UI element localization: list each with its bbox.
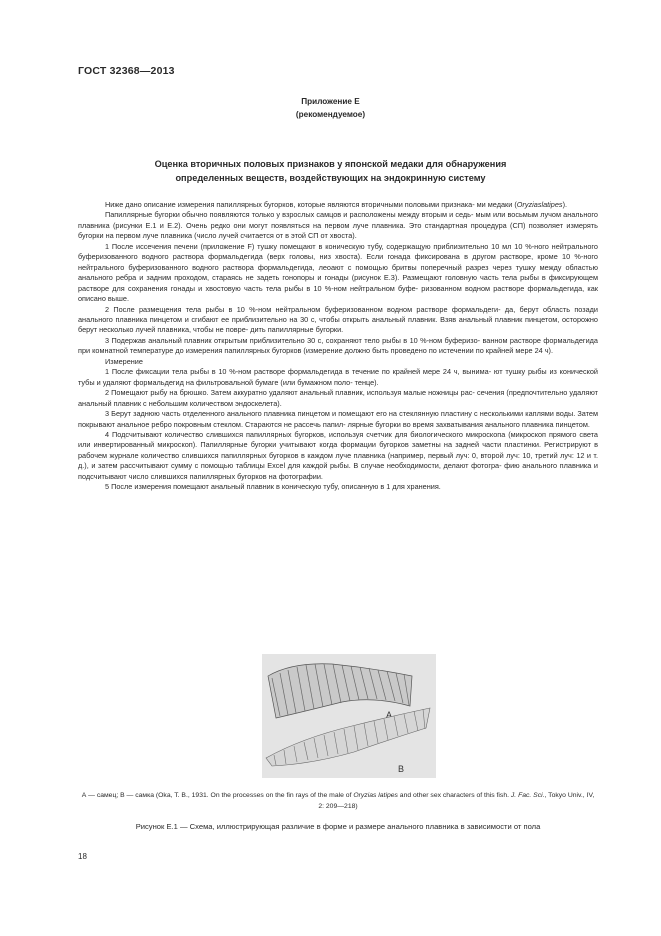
figure-caption: Рисунок Е.1 — Схема, иллюстрирующая различие в форме и размере анального плавника в зависимости от пола — [135, 822, 541, 831]
figure-source-note: А — самец; В — самка (Oka, T. B., 1931. On the processes on the fin rays of the male of Oryzias latipes and other sex characters of this fish. J. Fac. Sci., Tokyo Univ., IV, 2: 209—218) — [81, 792, 595, 810]
anal-fin-illustration — [262, 654, 436, 778]
body-text — [78, 200, 598, 493]
annex-name: Приложение Е — [301, 97, 360, 106]
species-name: Oryziaslatipes — [516, 200, 563, 209]
standard-header: ГОСТ 32368—2013 — [78, 65, 175, 77]
annex-title — [100, 157, 561, 185]
annex-status: (рекомендуемое) — [295, 110, 366, 119]
annex-title-line-2: определенных веществ, воздействующих на эндокринную систему — [175, 173, 486, 183]
paragraph-measure-3: 3 Берут заднюю часть отделенного анального плавника пинцетом и помещают его на стеклянную пластину с несколькими каплями воды. Затем покрывают анальное ребро покровным стеклом. Стараются не рассечь папил- лярные бугорки во время захватывания анального плавника пинцетом. — [78, 409, 598, 429]
paragraph-step-3: 3 Подержав анальный плавник открытым приблизительно 30 с, сохраняют тело рыбы в 10 %-ном буферизо- ванном растворе формальдегида при комнатной температуре до измерения папиллярных бугорков (измерение должно быть проведено по истечении по крайней мере 24 ч). — [78, 335, 598, 356]
subheading-measurement: Измерение — [105, 356, 143, 366]
page-number: 18 — [78, 852, 87, 861]
paragraph-measure-5: 5 После измерения помещают анальный плавник в коническую тубу, описанную в 1 для хранения. — [105, 482, 441, 492]
fin-b-label: B — [398, 764, 405, 774]
fin-a-label: A — [386, 710, 393, 720]
paragraph-step-1: 1 После иссечения печени (приложение F) тушку помещают в коническую тубу, содержащую приблизительно 10 мл 10 %-ного нейтрального буферизованного водного раствора формальдегида (верх головы, низ хвоста). Если гонада фиксирована в другом растворе, кроме 10 %-ного нейтрального буферизованного водного раствора формальдегида, леоают с помощью бритвы поперечный разрез через тушку между областью анального ребра и задним проходом, стараясь не задеть гонопоры и гонады (рисунок Е.3). Размещают головную часть тела рыбы в фиксирующем растворе для сохранения гонады и хвостовую часть тела рыбы в 10 %-ном нейтральном буфе- ризованном водном растворе формальдегида, как описано выше. — [78, 241, 598, 304]
paragraph-measure-1: 1 После фиксации тела рыбы в 10 %-ном растворе формальдегида в течение по крайней мере 24 ч, вынима- ют тушку рыбы из конической тубы и удаляют формальдегид на фильтровальной бумаге (или бумажном поло- тенце). — [78, 367, 598, 387]
paragraph-intro: Ниже дано описание измерения папиллярных бугорков, которые являются вторичными половыми признака- ми медаки (Oryziaslatipes). — [105, 200, 568, 209]
fin-b-illustration — [266, 708, 430, 766]
annex-title-line-1: Оценка вторичных половых признаков у японской медаки для обнаружения — [154, 159, 507, 169]
paragraph-measure-4: 4 Подсчитывают количество слившихся папиллярных бугорков, используя счетчик для биологического микроскопа (микроскоп прямого света или инвертированный микроскоп). Папиллярные бугорки учитывают когда формации бугорков заметны на задней части пластинки. Регистрируют в рабочем журнале количество слившихся папиллярных бугорков в каждом луче плавника (например, первый луч: 0, второй луч: 10, третий луч: 12 и т. д.), и затем рассчитывают сумму с помощью таблицы Excel для каждой рыбы. В случае необходимости, делают фотогра- фию анального плавника и подсчитывают число слившихся папиллярных бугорков на фотографии. — [78, 429, 598, 481]
paragraph-measure-2: 2 Помещают рыбу на брюшко. Затем аккуратно удаляют анальный плавник, используя малые ножницы рас- сечения (предпочтительно удаляют анальный плавник с небольшим количеством эндоскелета). — [78, 388, 598, 408]
paragraph-papillae: Папиллярные бугорки обычно появляются только у взрослых самцов и расположены между вторым и седь- мым или восьмым лучом анального плавника (рисунки Е.1 и Е.2). Очень редко они могут появляться на первом луче плавника. Это стандартная процедура (СП) позволяет измерять бугорки на первом луче плавника (число лучей считается от в этой СП от хвоста). — [78, 210, 598, 241]
anal-fin-figure — [262, 654, 436, 778]
paragraph-step-2: 2 После размещения тела рыбы в 10 %-ном нейтральном буферизованном водном растворе формальдеги- да, берут область позади анального плавника пинцетом и сгибают ее приблизительно на 30 с, чтобы открыть анальный плавник. Взяв анальный плавник пинцетом, осторожно берут несколько лучей плавника, чтобы не повре- дить папиллярные бугорки. — [78, 304, 598, 335]
